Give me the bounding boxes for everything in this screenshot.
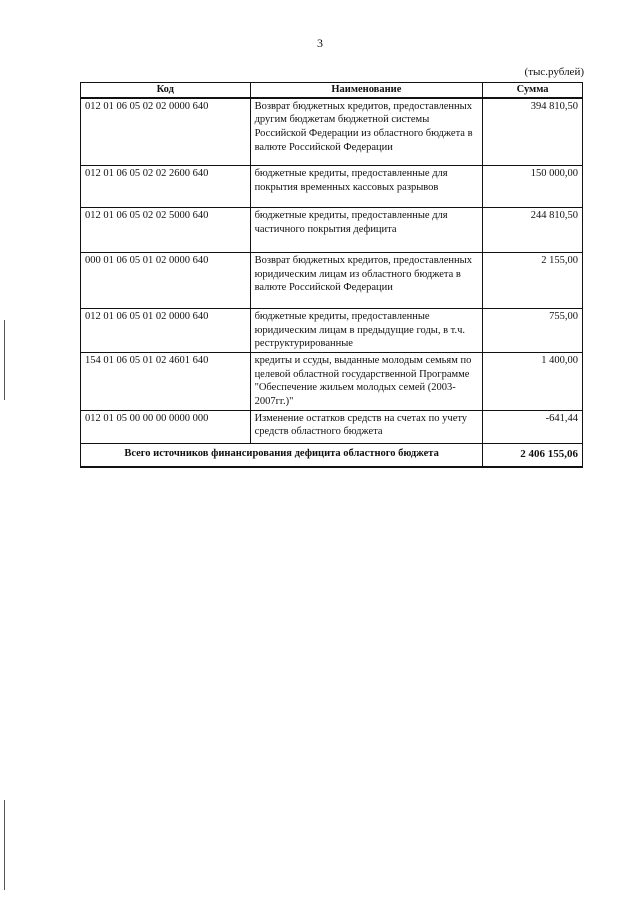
page-number: 3 bbox=[317, 36, 323, 50]
row-sum: 1 400,00 bbox=[483, 353, 583, 411]
table-row bbox=[81, 410, 583, 443]
row-code: 012 01 05 00 00 00 0000 000 bbox=[81, 410, 251, 443]
total-row bbox=[81, 443, 583, 467]
row-name: Возврат бюджетных кредитов, предоставленных юридическим лицам из областного бюджета в валюте Российской Федерации bbox=[250, 253, 483, 309]
row-code: 012 01 06 05 02 02 5000 640 bbox=[81, 208, 251, 253]
column-header-code: Код bbox=[81, 83, 251, 98]
table-row bbox=[81, 309, 583, 353]
scan-edge-mark bbox=[4, 800, 5, 890]
table-header-row bbox=[81, 83, 583, 98]
table-row bbox=[81, 253, 583, 309]
column-header-name: Наименование bbox=[250, 83, 483, 98]
table-row bbox=[81, 166, 583, 208]
table-row bbox=[81, 208, 583, 253]
row-sum: -641,44 bbox=[483, 410, 583, 443]
row-code: 012 01 06 05 02 02 0000 640 bbox=[81, 98, 251, 166]
row-code: 000 01 06 05 01 02 0000 640 bbox=[81, 253, 251, 309]
total-sum: 2 406 155,06 bbox=[483, 443, 583, 467]
row-name: кредиты и ссуды, выданные молодым семьям по целевой областной государственной Программе "Обеспечение жильем молодых семей (2003-2007гг.)" bbox=[250, 353, 483, 411]
row-sum: 150 000,00 bbox=[483, 166, 583, 208]
row-sum: 2 155,00 bbox=[483, 253, 583, 309]
row-name: Возврат бюджетных кредитов, предоставленных другим бюджетам бюджетной системы Российской Федерации из областного бюджета в валюте Российской Федерации bbox=[250, 98, 483, 166]
total-label: Всего источников финансирования дефицита областного бюджета bbox=[81, 443, 483, 467]
table-row bbox=[81, 353, 583, 411]
table-row bbox=[81, 98, 583, 166]
row-name: бюджетные кредиты, предоставленные для покрытия временных кассовых разрывов bbox=[250, 166, 483, 208]
row-sum: 244 810,50 bbox=[483, 208, 583, 253]
scan-edge-mark bbox=[4, 320, 5, 400]
row-code: 012 01 06 05 02 02 2600 640 bbox=[81, 166, 251, 208]
row-sum: 394 810,50 bbox=[483, 98, 583, 166]
row-name: Изменение остатков средств на счетах по учету средств областного бюджета bbox=[250, 410, 483, 443]
financing-sources-table bbox=[80, 82, 583, 468]
row-name: бюджетные кредиты, предоставленные для частичного покрытия дефицита bbox=[250, 208, 483, 253]
row-code: 154 01 06 05 01 02 4601 640 bbox=[81, 353, 251, 411]
row-code: 012 01 06 05 01 02 0000 640 bbox=[81, 309, 251, 353]
row-name: бюджетные кредиты, предоставленные юридическим лицам в предыдущие годы, в т.ч. реструктурированные bbox=[250, 309, 483, 353]
row-sum: 755,00 bbox=[483, 309, 583, 353]
column-header-sum: Сумма bbox=[483, 83, 583, 98]
units-label: (тыс.рублей) bbox=[524, 66, 584, 78]
